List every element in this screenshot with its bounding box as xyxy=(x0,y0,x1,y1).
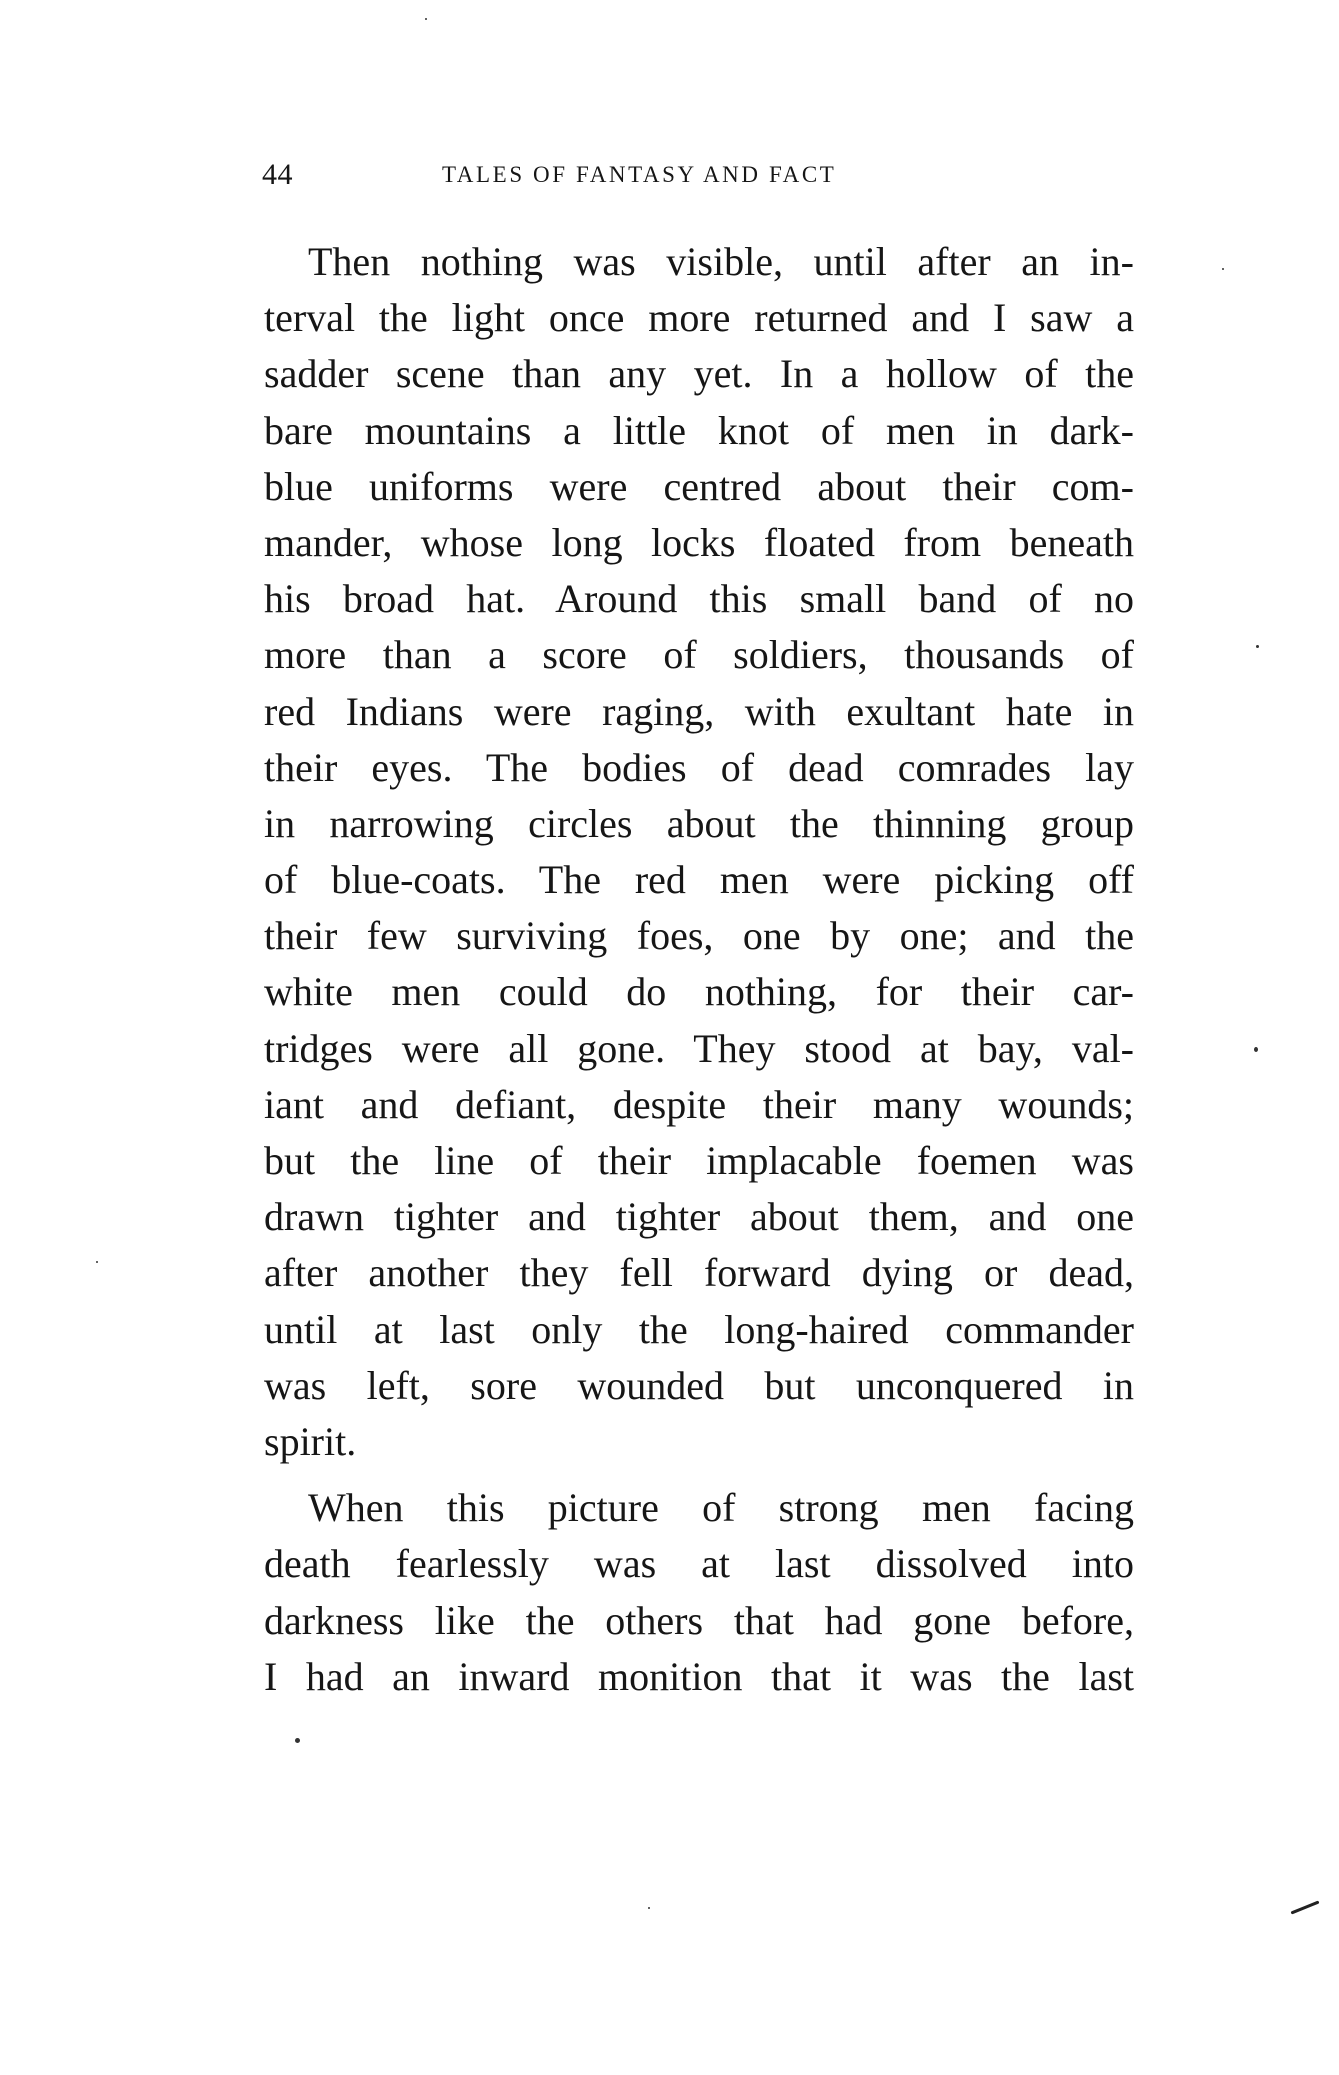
text-line: mander, whose long locks floated from beneath xyxy=(264,519,1134,565)
paragraph-1 xyxy=(264,234,1134,1470)
running-title: TALES OF FANTASY AND FACT xyxy=(442,162,837,187)
scan-speck xyxy=(648,1907,650,1909)
text-line: sadder scene than any yet. In a hollow of the xyxy=(264,351,1134,397)
text-line: in narrowing circles about the thinning group xyxy=(264,800,1134,846)
text-line: white men could do nothing, for their car- xyxy=(264,969,1134,1015)
text-line: death fearlessly was at last dissolved into xyxy=(264,1541,1134,1587)
pen-mark xyxy=(1291,1900,1320,1914)
text-line: after another they fell forward dying or dead, xyxy=(264,1250,1134,1296)
scan-speck xyxy=(96,1261,98,1263)
text-line: but the line of their implacable foemen was xyxy=(264,1138,1134,1183)
text-line: red Indians were raging, with exultant hate in xyxy=(264,688,1134,734)
paragraph-gap xyxy=(264,1470,1134,1480)
scan-speck xyxy=(1256,645,1259,648)
text-line: darkness like the others that had gone before, xyxy=(264,1597,1134,1643)
body-text xyxy=(264,234,1134,1705)
text-line: drawn tighter and tighter about them, and one xyxy=(264,1194,1134,1240)
running-head xyxy=(262,158,1124,198)
text-line: their eyes. The bodies of dead comrades lay xyxy=(264,744,1134,790)
text-line: his broad hat. Around this small band of no xyxy=(264,576,1134,622)
paragraph-2 xyxy=(264,1480,1134,1705)
text-line: Then nothing was visible, until after an in- xyxy=(308,239,1134,284)
text-line: of blue-coats. The red men were picking off xyxy=(264,857,1134,903)
text-line: bare mountains a little knot of men in dark- xyxy=(264,407,1134,453)
scan-speck xyxy=(1222,268,1224,270)
text-line: blue uniforms were centred about their com- xyxy=(264,463,1134,509)
text-line: spirit. xyxy=(264,1418,357,1464)
text-line: When this picture of strong men facing xyxy=(308,1485,1134,1531)
text-line: until at last only the long-haired commander xyxy=(264,1306,1134,1352)
scan-speck xyxy=(425,18,427,20)
text-line: their few surviving foes, one by one; and the xyxy=(264,913,1134,959)
text-line: I had an inward monition that it was the last xyxy=(264,1653,1134,1699)
page-number: 44 xyxy=(262,158,293,191)
scan-speck xyxy=(1254,1047,1258,1052)
text-line: tridges were all gone. They stood at bay, val- xyxy=(264,1025,1134,1071)
text-line: was left, sore wounded but unconquered in xyxy=(264,1362,1134,1408)
text-line: iant and defiant, despite their many wounds; xyxy=(264,1081,1134,1127)
text-line: more than a score of soldiers, thousands of xyxy=(264,632,1134,678)
scan-speck xyxy=(295,1738,300,1743)
text-line: terval the light once more returned and I saw a xyxy=(264,295,1134,341)
